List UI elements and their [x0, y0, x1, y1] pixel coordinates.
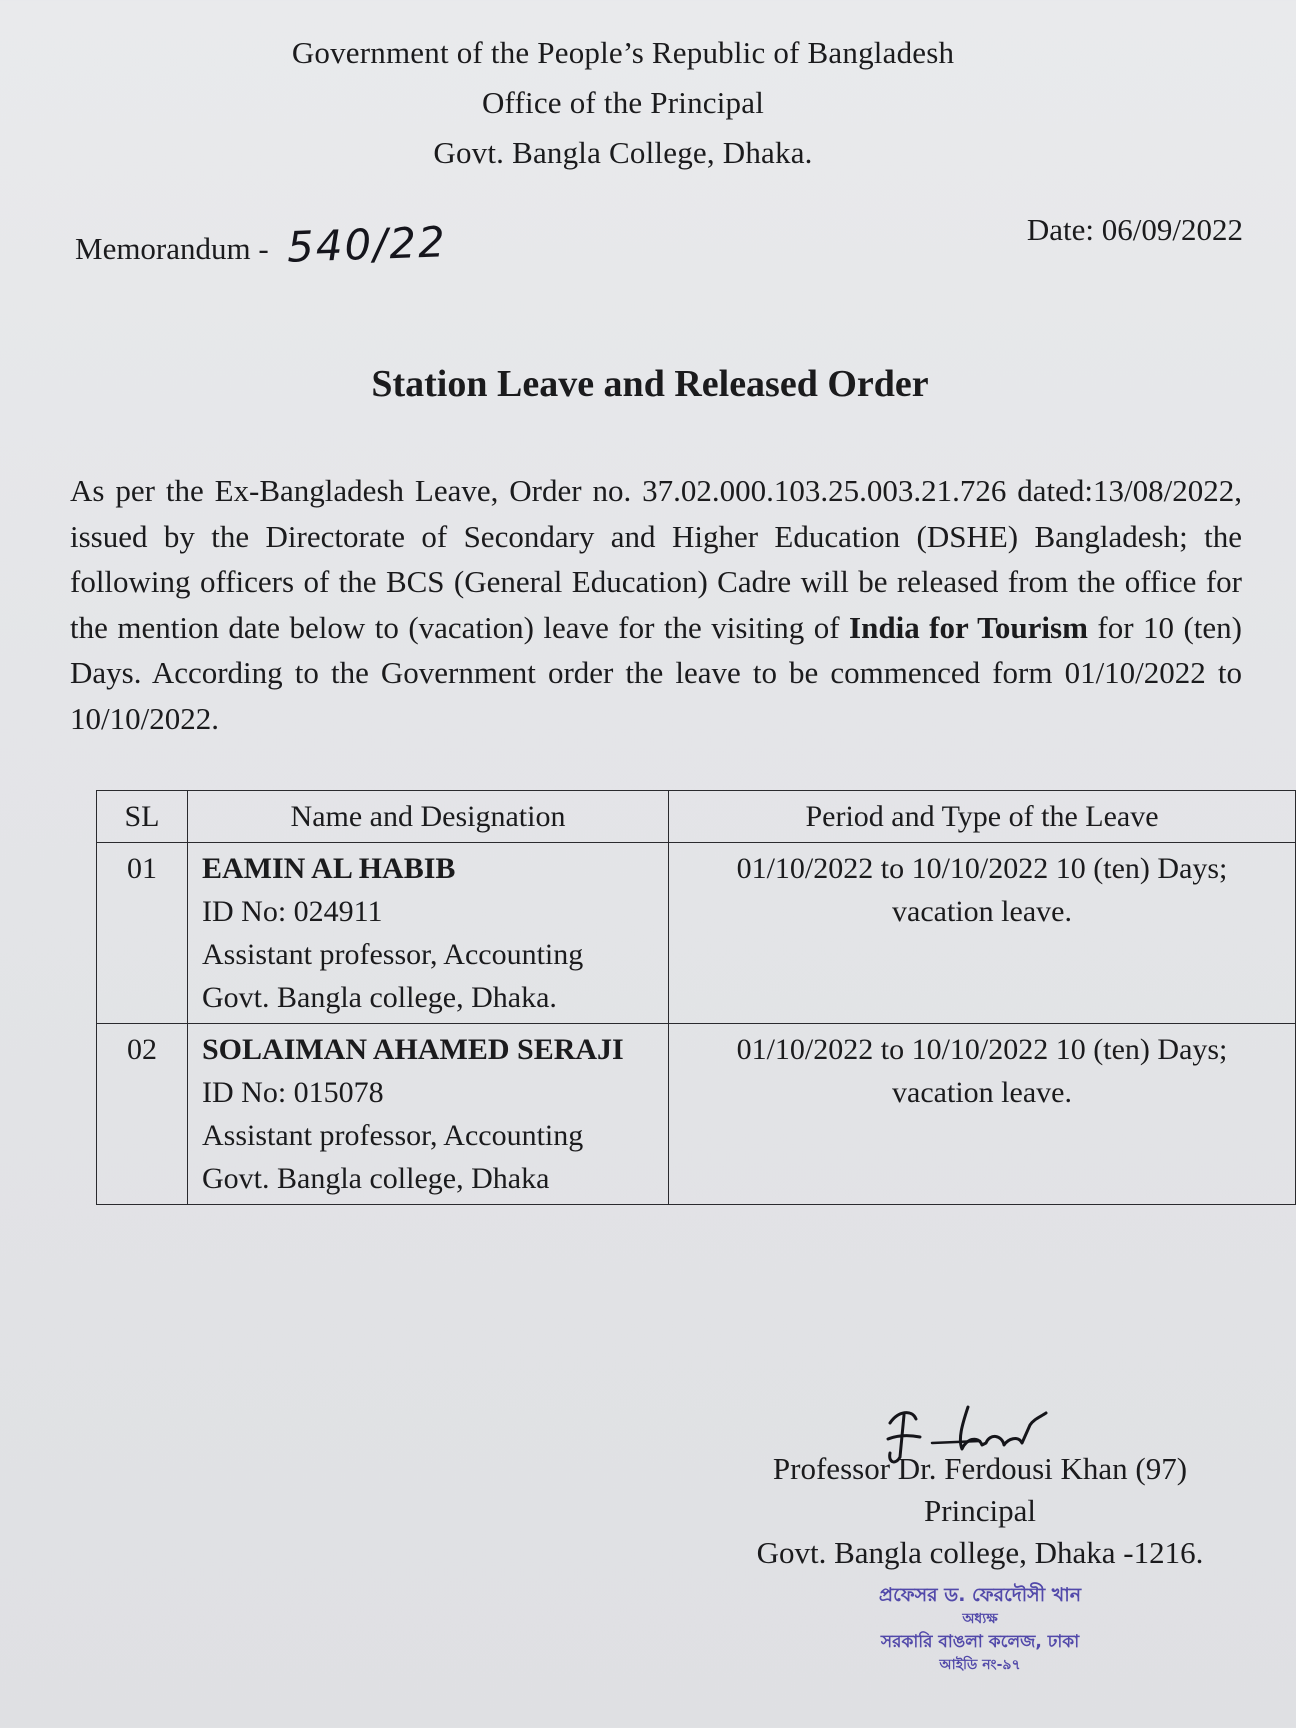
memorandum-number: 540/22: [285, 217, 448, 272]
order-body-text-1: As per the Ex-Bangladesh Leave, Order no. 37.02.000.103.25.003.21.726 dated:13/08/2022, issued by the Directorate of Secondary and Higher Education (DSHE) Bangladesh; the following officers of the BCS (General Education) Cadre will be released from the office for the mention date below to (vacation) leave for the visiting of: [70, 473, 1242, 645]
leave-period: 01/10/2022 to 10/10/2022 10 (ten) Days;: [736, 1033, 1228, 1066]
officers-table: [96, 790, 1296, 1205]
cell-period: [669, 843, 1296, 1024]
signatory-name: Professor Dr. Ferdousi Khan (97): [772, 1451, 1188, 1486]
table-row: [97, 1024, 1296, 1205]
officer-institution: Govt. Bangla college, Dhaka.: [202, 981, 557, 1014]
order-body: [70, 468, 1242, 741]
officer-institution: Govt. Bangla college, Dhaka: [202, 1162, 550, 1195]
official-seal: [830, 1582, 1130, 1675]
officer-id: ID No: 015078: [202, 1076, 384, 1109]
officer-name: SOLAIMAN AHAMED SERAJI: [202, 1033, 624, 1066]
seal-title: অধ্যক্ষ: [962, 1611, 998, 1627]
seal-institution: সরকারি বাঙলা কলেজ, ঢাকা: [880, 1632, 1080, 1652]
officer-designation: Assistant professor, Accounting: [202, 1119, 584, 1152]
cell-name-designation: [188, 1024, 669, 1205]
cell-name-designation: [188, 843, 669, 1024]
officer-id: ID No: 024911: [202, 895, 383, 928]
seal-id: আইডি নং-৯৭: [939, 1657, 1021, 1673]
column-header-name: Name and Designation: [188, 791, 669, 843]
leave-type: vacation leave.: [892, 895, 1072, 928]
officer-designation: Assistant professor, Accounting: [202, 938, 584, 971]
order-body-bold: India for Tourism: [849, 609, 1088, 645]
cell-sl: 01: [97, 843, 188, 1024]
table-header-row: [97, 791, 1296, 843]
signatory-block: [730, 1448, 1230, 1574]
document-date: Date: 06/09/2022: [1026, 212, 1243, 247]
column-header-period: Period and Type of the Leave: [669, 791, 1296, 843]
table-row: [97, 843, 1296, 1024]
order-title: Station Leave and Released Order: [371, 363, 929, 405]
leave-type: vacation leave.: [892, 1076, 1072, 1109]
memorandum-label: Memorandum -: [75, 231, 269, 266]
leave-period: 01/10/2022 to 10/10/2022 10 (ten) Days;: [736, 852, 1228, 885]
column-header-sl: SL: [97, 791, 188, 843]
letterhead-office: Office of the Principal: [481, 85, 765, 120]
signatory-title: Principal: [924, 1493, 1036, 1528]
letterhead: [0, 28, 1296, 178]
memorandum: [75, 217, 448, 272]
letterhead-college: Govt. Bangla College, Dhaka.: [433, 135, 813, 170]
cell-period: [669, 1024, 1296, 1205]
officer-name: EAMIN AL HABIB: [202, 852, 456, 885]
signatory-institution: Govt. Bangla college, Dhaka -1216.: [756, 1535, 1204, 1570]
order-body-text-2: for 10 (ten) Days. According to the Government order the leave to be commenced form 01/10/2022 to 10/10/2022.: [70, 609, 1242, 736]
cell-sl: 02: [97, 1024, 188, 1205]
seal-name: প্রফেসর ড. ফেরদৌসী খান: [878, 1584, 1082, 1606]
letterhead-government: Government of the People’s Republic of Bangladesh: [291, 35, 955, 70]
